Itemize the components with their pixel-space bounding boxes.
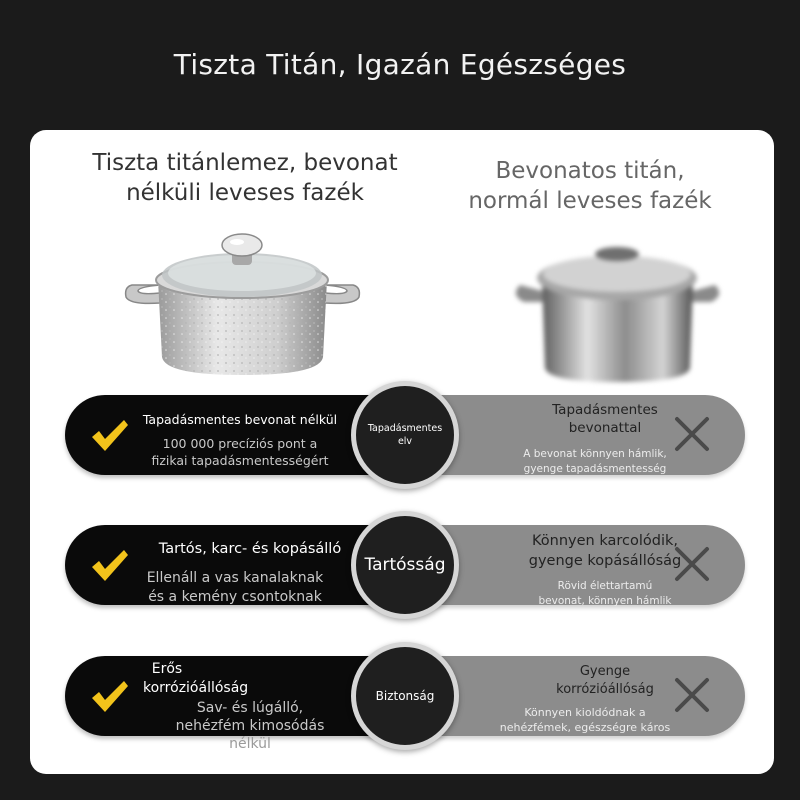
left-description-line: nehézfém kimosódás — [175, 718, 325, 734]
left-feature-description — [150, 699, 350, 753]
comparison-row-durability — [65, 525, 745, 605]
left-column-heading — [70, 148, 420, 208]
page-title: Tiszta Titán, Igazán Egészséges — [173, 48, 627, 81]
comparison-row-nonstick — [65, 395, 745, 475]
right-feature-description — [505, 579, 705, 609]
normal-pot-image — [510, 240, 725, 390]
right-title-line: Könnyen karcolódik, — [532, 533, 678, 549]
left-description-line: és a kemény csontoknak — [148, 589, 322, 605]
left-title-line: korrózióállóság — [143, 680, 249, 696]
criterion-badge-durability: Tartósság — [351, 511, 459, 619]
right-description-line: nehézfémek, egészségre káros — [499, 721, 671, 734]
titanium-pot-image — [120, 225, 365, 385]
right-description-line: Rövid élettartamú — [557, 580, 653, 592]
right-feature-description — [485, 705, 685, 735]
check-icon — [90, 678, 130, 714]
left-feature-title: Tapadásmentes bevonat nélkül — [142, 412, 338, 427]
right-heading-line: normál leveses fazék — [468, 188, 712, 214]
left-feature-description — [135, 435, 345, 469]
right-feature-description — [490, 447, 700, 477]
cross-icon — [673, 676, 711, 714]
left-description-line: 100 000 precíziós pont a — [162, 436, 318, 451]
left-title-line: Erős — [151, 661, 183, 677]
left-heading-line: nélküli leveses fazék — [126, 180, 364, 206]
left-description-line: nélkül — [229, 736, 271, 752]
left-feature-title — [137, 660, 267, 698]
badge-line: Tapadásmentes — [367, 423, 443, 434]
cross-icon — [673, 545, 711, 583]
right-heading-line: Bevonatos titán, — [495, 158, 685, 184]
right-column-heading — [425, 156, 755, 216]
criterion-badge-nonstick — [351, 381, 459, 489]
right-title-line: Tapadásmentes — [552, 402, 658, 418]
comparison-card — [30, 130, 774, 774]
left-description-line: fizikai tapadásmentességért — [151, 453, 329, 468]
right-title-line: korrózióállóság — [556, 682, 654, 697]
right-feature-title — [520, 401, 690, 437]
criterion-badge-safety: Biztonság — [351, 642, 459, 750]
left-description-line: Ellenáll a vas kanalaknak — [146, 570, 324, 586]
left-feature-title: Tartós, karc- és kopásálló — [158, 541, 342, 557]
badge-line: elv — [397, 436, 413, 447]
cross-icon — [673, 415, 711, 453]
right-title-line: gyenge kopásállóság — [528, 553, 682, 569]
left-feature-description — [135, 569, 335, 607]
comparison-row-safety — [65, 656, 745, 752]
right-description-line: bevonat, könnyen hámlik — [538, 595, 672, 607]
check-icon — [90, 547, 130, 583]
right-description-line: gyenge tapadásmentesség — [523, 463, 667, 475]
left-description-line: Sav- és lúgálló, — [196, 700, 304, 716]
right-description-line: Könnyen kioldódnak a — [524, 706, 646, 719]
right-description-line: A bevonat könnyen hámlik, — [523, 448, 667, 460]
right-title-line: bevonattal — [568, 420, 642, 436]
check-icon — [90, 417, 130, 453]
left-heading-line: Tiszta titánlemez, bevonat — [92, 150, 398, 176]
right-title-line: Gyenge — [579, 664, 631, 679]
right-feature-title — [520, 663, 690, 699]
